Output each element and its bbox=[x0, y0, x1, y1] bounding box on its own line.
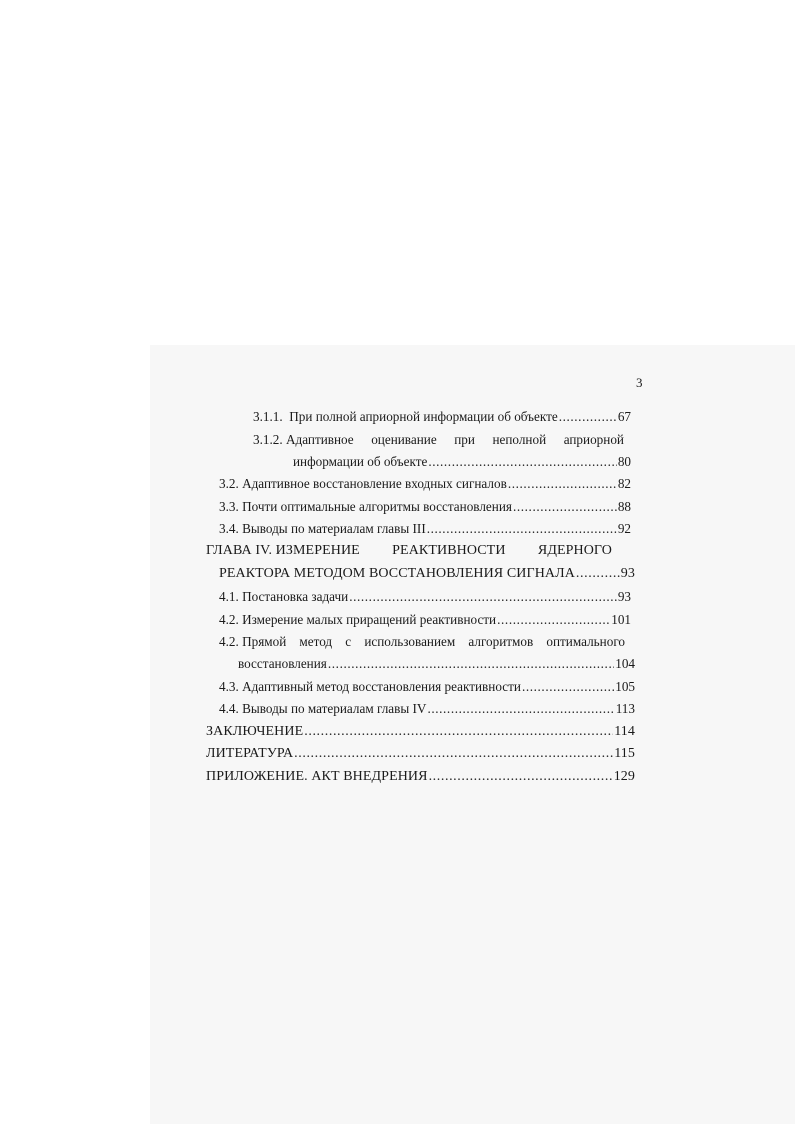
toc-entry-title: ПРИЛОЖЕНИЕ. АКТ ВНЕДРЕНИЯ bbox=[206, 769, 428, 784]
toc-entry-number-and-word: 3.1.2. Адаптивное bbox=[253, 432, 354, 447]
toc-entry-4-3[interactable] bbox=[219, 679, 635, 695]
toc-entry-title: 3.3. Почти оптимальные алгоритмы восстановления bbox=[219, 499, 512, 514]
toc-chapter-4-line2[interactable] bbox=[219, 566, 635, 582]
toc-entry-4-2-b-line2[interactable] bbox=[238, 656, 635, 672]
toc-entry-number: 3.1.1. bbox=[253, 409, 283, 424]
toc-entry-word: оптимального bbox=[546, 634, 625, 649]
toc-leader-dots bbox=[513, 499, 617, 515]
toc-leader-dots bbox=[294, 746, 613, 762]
toc-entry-4-2-b-line1[interactable] bbox=[219, 634, 625, 650]
toc-literature[interactable] bbox=[206, 746, 635, 762]
toc-page-number: 93 bbox=[620, 566, 635, 581]
toc-page-number: 115 bbox=[614, 746, 635, 761]
toc-entry-3-3[interactable] bbox=[219, 499, 631, 515]
toc-appendix[interactable] bbox=[206, 769, 635, 785]
toc-chapter-word: ЯДЕРНОГО bbox=[537, 543, 612, 558]
toc-entry-word: неполной bbox=[492, 432, 547, 447]
toc-entry-3-4[interactable] bbox=[219, 521, 631, 537]
toc-leader-dots bbox=[328, 656, 614, 672]
toc-entry-word: использованием bbox=[364, 634, 456, 649]
toc-entry-word: априорной bbox=[563, 432, 624, 447]
toc-entry-title: 4.3. Адаптивный метод восстановления реактивности bbox=[219, 679, 521, 694]
toc-page-number: 92 bbox=[617, 521, 631, 536]
toc-entry-title: 3.2. Адаптивное восстановление входных сигналов bbox=[219, 476, 507, 491]
toc-entry-3-1-2-line1[interactable] bbox=[253, 432, 624, 448]
toc-entry-word: оценивание bbox=[371, 432, 437, 447]
toc-entry-title: ЛИТЕРАТУРА bbox=[206, 746, 294, 761]
toc-entry-4-4[interactable] bbox=[219, 701, 635, 717]
toc-page-number: 129 bbox=[613, 769, 635, 784]
toc-page-number: 88 bbox=[617, 499, 631, 514]
toc-chapter-word: ГЛАВА IV. ИЗМЕРЕНИЕ bbox=[206, 543, 360, 558]
toc-leader-dots bbox=[427, 701, 614, 717]
toc-entry-word: с bbox=[345, 634, 352, 649]
toc-entry-title: 3.4. Выводы по материалам главы III bbox=[219, 521, 426, 536]
toc-entry-word: метод bbox=[299, 634, 333, 649]
toc-entry-title: 4.2. Измерение малых приращений реактивности bbox=[219, 612, 497, 627]
toc-leader-dots bbox=[427, 521, 617, 537]
toc-leader-dots bbox=[559, 409, 617, 425]
toc-entry-title-cont: восстановления bbox=[238, 656, 327, 671]
toc-chapter-title-cont: РЕАКТОРА МЕТОДОМ ВОССТАНОВЛЕНИЯ СИГНАЛА bbox=[219, 566, 575, 581]
toc-entry-word: при bbox=[454, 432, 475, 447]
toc-entry-title: 4.4. Выводы по материалам главы IV bbox=[219, 701, 427, 716]
toc-entry-3-1-2-line2[interactable] bbox=[293, 454, 631, 470]
toc-leader-dots bbox=[428, 454, 616, 470]
toc-leader-dots bbox=[304, 724, 613, 740]
toc-leader-dots bbox=[429, 769, 613, 785]
toc-page-number: 93 bbox=[617, 589, 631, 604]
page-number: 3 bbox=[636, 375, 643, 390]
toc-page-number: 67 bbox=[617, 409, 631, 424]
toc-page-number: 82 bbox=[617, 476, 631, 491]
toc-conclusion[interactable] bbox=[206, 724, 635, 740]
toc-entry-title: При полной априорной информации об объекте bbox=[289, 409, 558, 424]
toc-leader-dots bbox=[349, 589, 617, 605]
toc-entry-3-2[interactable] bbox=[219, 476, 631, 492]
toc-entry-3-1-1[interactable] bbox=[253, 409, 631, 425]
toc-page-number: 105 bbox=[615, 679, 635, 694]
toc-chapter-4-line1[interactable] bbox=[206, 543, 612, 559]
toc-page-number: 80 bbox=[617, 454, 631, 469]
toc-page-number: 101 bbox=[611, 612, 631, 627]
toc-entry-title: ЗАКЛЮЧЕНИЕ bbox=[206, 724, 304, 739]
toc-page-number: 114 bbox=[614, 724, 635, 739]
toc-entry-4-2-a[interactable] bbox=[219, 612, 631, 628]
toc-leader-dots bbox=[576, 566, 620, 582]
toc-entry-4-1[interactable] bbox=[219, 589, 631, 605]
toc-page-number: 104 bbox=[615, 656, 635, 671]
toc-chapter-word: РЕАКТИВНОСТИ bbox=[392, 543, 506, 558]
toc-leader-dots bbox=[508, 476, 617, 492]
toc-leader-dots bbox=[522, 679, 614, 695]
toc-entry-title-cont: информации об объекте bbox=[293, 454, 428, 469]
toc-entry-word: 4.2. Прямой bbox=[219, 634, 287, 649]
toc-entry-title: 4.1. Постановка задачи bbox=[219, 589, 349, 604]
toc-entry-word: алгоритмов bbox=[468, 634, 534, 649]
toc-leader-dots bbox=[497, 612, 610, 628]
toc-page-number: 113 bbox=[615, 701, 635, 716]
